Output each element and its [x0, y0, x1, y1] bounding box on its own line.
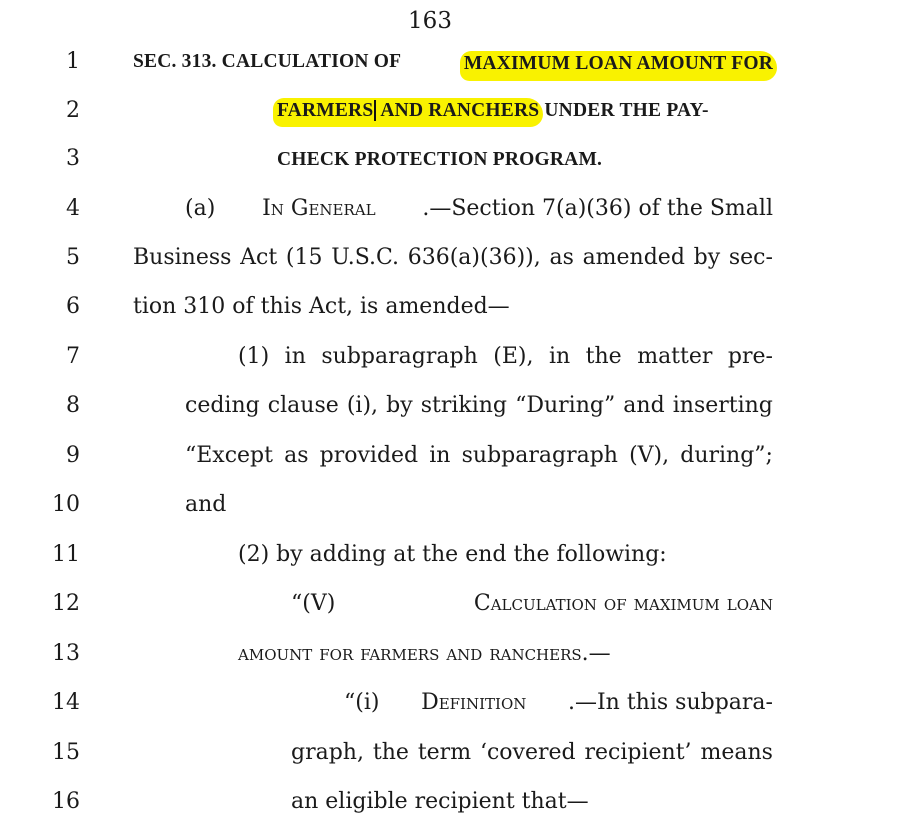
word: ‘covered [479, 740, 576, 765]
line-number: 7 [66, 344, 80, 369]
word: Business [133, 245, 232, 270]
word: pre- [727, 344, 773, 369]
word: in [429, 443, 451, 468]
word: recipient’ [584, 740, 692, 765]
text-segment: .—Section 7(a)(36) of the Small [422, 196, 773, 221]
line-number: 3 [66, 146, 80, 171]
body-line [344, 690, 773, 715]
line-number: 16 [52, 789, 80, 814]
body-line [185, 393, 773, 418]
line-number: 10 [52, 492, 80, 517]
word: provided [319, 443, 419, 468]
line-number: 14 [52, 690, 80, 715]
line-number: 1 [66, 49, 80, 74]
highlight-words-and-ranchers: AND RANCHERS [376, 100, 540, 121]
word: clause [267, 393, 339, 418]
text-segment: .— [581, 641, 611, 666]
word: subparagraph [461, 443, 618, 468]
text-segment: “(V) [291, 591, 336, 616]
line-number: 9 [66, 443, 80, 468]
word: 636(a)(36)), [407, 245, 541, 270]
word: (V), [629, 443, 670, 468]
body-line [133, 245, 773, 270]
line-number: 2 [66, 98, 80, 123]
word: (1) [238, 344, 270, 369]
body-line: (2) by adding at the end the following: [238, 542, 667, 567]
body-line [238, 344, 773, 369]
highlight-word-farmers: FARMERS [277, 100, 374, 121]
heading-text: UNDER THE PAY- [539, 100, 709, 121]
small-caps-heading: In General [262, 196, 376, 221]
section-heading-line-1 [133, 51, 773, 81]
word: and [623, 393, 665, 418]
word: means [700, 740, 773, 765]
body-line [238, 641, 611, 666]
line-number: 8 [66, 393, 80, 418]
word: Act [240, 245, 278, 270]
body-line: and [185, 492, 227, 517]
word: “Except [185, 443, 273, 468]
word: sec- [728, 245, 773, 270]
word: in [548, 344, 571, 369]
line-number: 11 [52, 542, 80, 567]
section-heading-line-3: CHECK PROTECTION PROGRAM. [277, 149, 603, 170]
body-line [185, 443, 773, 468]
line-number: 4 [66, 196, 80, 221]
body-line: an eligible recipient that— [291, 789, 589, 814]
word: amended [582, 245, 685, 270]
word: as [284, 443, 309, 468]
line-number: 13 [52, 641, 80, 666]
word: by [693, 245, 721, 270]
body-line [185, 196, 773, 221]
highlighted-text [273, 98, 543, 127]
text-segment: “(i) [344, 690, 380, 715]
heading-text: SEC. 313. CALCULATION OF [133, 51, 402, 72]
body-line [291, 591, 773, 616]
highlighted-text: MAXIMUM LOAN AMOUNT FOR [460, 51, 777, 81]
word: striking [420, 393, 508, 418]
word: (E), [493, 344, 534, 369]
text-segment: (a) [185, 196, 216, 221]
small-caps-heading: Definition [421, 690, 527, 715]
line-number: 15 [52, 740, 80, 765]
word: graph, [291, 740, 364, 765]
word: the [585, 344, 622, 369]
word: as [549, 245, 574, 270]
line-number: 6 [66, 294, 80, 319]
word: term [417, 740, 472, 765]
word: during”; [680, 443, 773, 468]
line-number: 12 [52, 591, 80, 616]
word: by [386, 393, 413, 418]
word: U.S.C. [331, 245, 400, 270]
word: inserting [672, 393, 773, 418]
body-line: tion 310 of this Act, is amended— [133, 294, 510, 319]
word: matter [637, 344, 713, 369]
line-number: 5 [66, 245, 80, 270]
word: the [372, 740, 409, 765]
word: subparagraph [321, 344, 478, 369]
small-caps-heading: amount for farmers and ranchers [238, 641, 582, 666]
word: “During” [515, 393, 616, 418]
word: in [284, 344, 306, 369]
page-number: 163 [408, 8, 452, 34]
word: ceding [185, 393, 260, 418]
body-line [291, 740, 773, 765]
text-segment: .—In this subpara- [568, 690, 773, 715]
small-caps-heading: Calculation of maximum loan [473, 591, 773, 616]
word: (15 [285, 245, 323, 270]
word: (i), [346, 393, 379, 418]
section-heading-line-2 [277, 100, 773, 122]
